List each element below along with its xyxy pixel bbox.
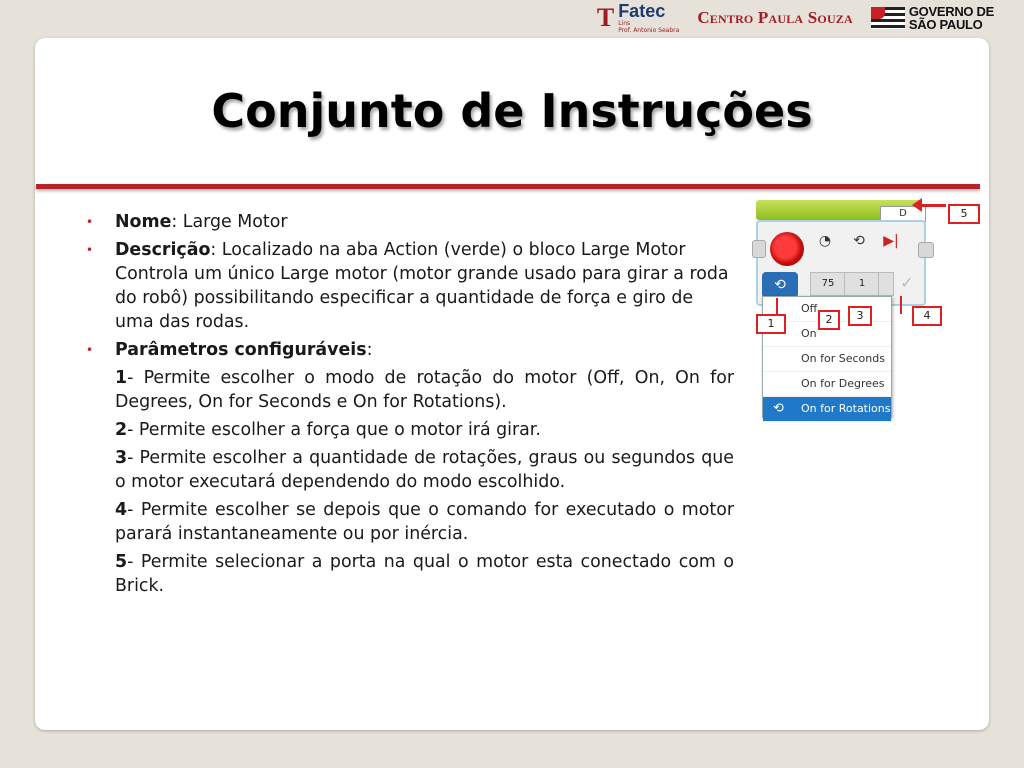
fatec-name: Fatec: [618, 1, 666, 21]
callout-3: 3: [848, 306, 872, 326]
checkmark-icon: ✓: [900, 273, 914, 292]
sp-flag-icon: [871, 7, 905, 29]
sequence-out-connector-icon: [918, 242, 934, 258]
gov-sp-logo: [871, 5, 994, 31]
callout-4-line: [900, 296, 902, 314]
param-text: - Permite escolher a quantidade de rotações, graus ou segundos que o motor executará dependendo do modo escolhido.: [115, 448, 734, 492]
param-number: 3: [115, 448, 128, 468]
param-number: 5: [115, 552, 128, 572]
fatec-subtitle: Prof. Antonio Seabra: [618, 27, 680, 34]
header-logos: [597, 0, 994, 36]
callout-2: 2: [818, 310, 840, 330]
bullet-description: [86, 238, 734, 334]
menu-item-on-seconds: On for Seconds: [763, 347, 891, 372]
menu-item-off: Off: [763, 297, 891, 322]
bullet-label: Descrição: [115, 240, 211, 260]
sequence-in-connector-icon: [752, 240, 766, 258]
param-number: 1: [115, 368, 128, 388]
slide-content: [86, 210, 734, 598]
port-selector: D: [880, 206, 926, 222]
mode-selector-icon: ⟲: [762, 272, 798, 298]
param-text: - Permite selecionar a porta na qual o motor esta conectado com o Brick.: [115, 552, 734, 596]
bullet-label: Nome: [115, 212, 172, 232]
param-5: [86, 550, 734, 598]
cps-logo: Centro Paula Souza: [697, 8, 853, 27]
brake-icon: ▶|: [883, 233, 899, 249]
rotations-icon: ⟲: [853, 233, 865, 249]
gov-line2: SÃO PAULO: [908, 17, 983, 32]
param-number: 4: [115, 500, 128, 520]
menu-item-on-degrees: On for Degrees: [763, 372, 891, 397]
power-value: 75: [810, 272, 846, 296]
bullet-text: :: [366, 340, 373, 360]
menu-item-on-rotations: ⟲ On for Rotations: [763, 397, 891, 422]
param-number: 2: [115, 420, 128, 440]
rotations-value: 1: [844, 272, 880, 296]
gov-line1: GOVERNO DE: [908, 4, 994, 19]
param-3: [86, 446, 734, 494]
large-motor-block-figure: [752, 198, 982, 423]
param-text: - Permite escolher a força que o motor irá girar.: [127, 420, 541, 440]
param-2: [86, 418, 734, 442]
slide-title: Conjunto de Instruções: [211, 84, 813, 138]
large-motor-icon: [770, 232, 804, 266]
menu-item-on: On: [763, 322, 891, 347]
callout-4: 4: [912, 306, 942, 326]
brake-value: [878, 272, 894, 296]
param-4: [86, 498, 734, 546]
callout-1: 1: [756, 314, 786, 334]
param-1: [86, 366, 734, 414]
param-text: - Permite escolher o modo de rotação do motor (Off, On, On for Degrees, On for Seconds e On for Rotations).: [115, 368, 734, 412]
fatec-logo: [597, 2, 679, 34]
title-divider: [36, 184, 980, 189]
bullet-text: : Localizado na aba Action (verde) o bloco Large Motor Controla um único Large motor (motor grande usado para girar a roda do robô) possibilitando especificar a quantidade de força e giro de uma das rodas.: [115, 240, 729, 332]
bullet-label: Parâmetros configuráveis: [115, 340, 367, 360]
fatec-city: Lins: [618, 20, 631, 27]
bullet-parameters: [86, 338, 734, 362]
bullet-name: [86, 210, 734, 234]
fatec-t-icon: T: [596, 3, 615, 32]
param-text: - Permite escolher se depois que o comando for executado o motor parará instantaneamente ou por inércia.: [115, 500, 734, 544]
callout-5-arrow-icon: [920, 204, 946, 207]
callout-1-line: [776, 298, 778, 314]
bullet-text: : Large Motor: [171, 212, 288, 232]
power-gauge-icon: ◔: [818, 233, 832, 249]
callout-5: 5: [948, 204, 980, 224]
